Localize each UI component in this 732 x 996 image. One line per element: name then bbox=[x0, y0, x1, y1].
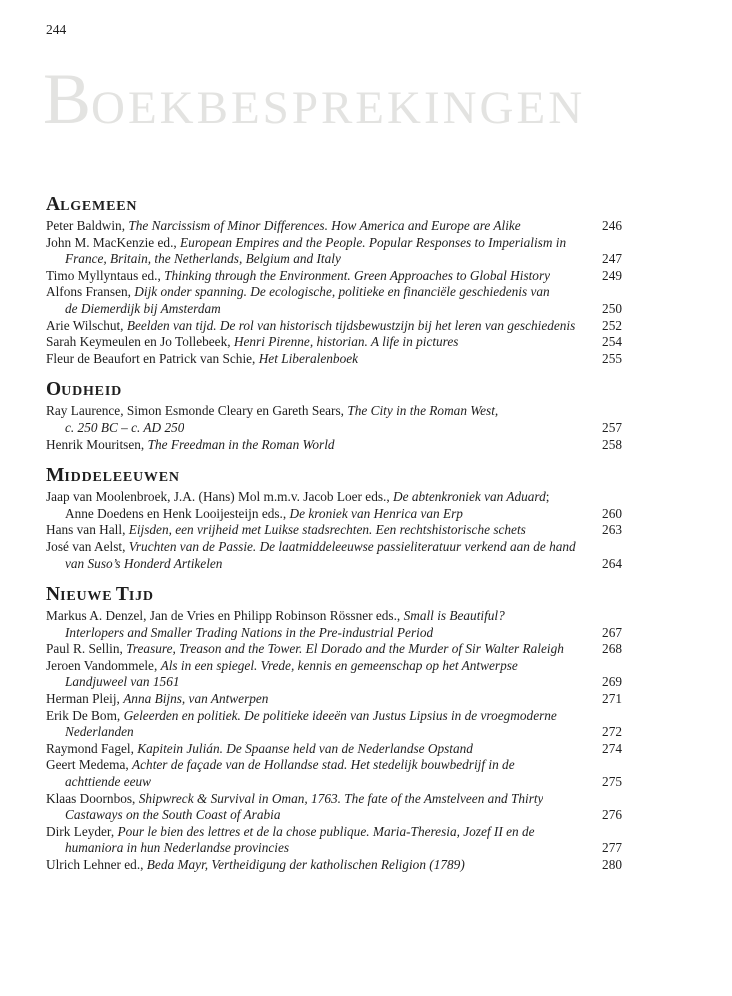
entry-page-number: 274 bbox=[602, 740, 622, 756]
entry-title-segment: Achter de façade van de Hollandse stad. Het stedelijk bouwbedrijf in de bbox=[132, 757, 515, 773]
heading-caps: IEUWE bbox=[60, 589, 113, 605]
entry-page-number: 280 bbox=[602, 857, 622, 872]
entry-page-number: 263 bbox=[602, 522, 622, 538]
entry-author-segment: Markus A. Denzel, Jan de Vries en Philipp Robinson Rössner eds., bbox=[46, 608, 404, 624]
toc-line bbox=[46, 625, 622, 642]
entry-page-number: 276 bbox=[602, 807, 622, 823]
entry-title-segment: The Narcissism of Minor Differences. How America and Europe are Alike bbox=[128, 218, 521, 233]
entry-text bbox=[65, 301, 221, 318]
entry-text bbox=[65, 724, 134, 741]
entry-text bbox=[46, 522, 526, 539]
entry-page-number: 275 bbox=[602, 774, 622, 790]
toc-line bbox=[46, 757, 622, 774]
entry-title-segment: Als in een spiegel. Vrede, kennis en gemeenschap op het Antwerpse bbox=[160, 657, 518, 673]
folio-page-number: 244 bbox=[46, 22, 67, 37]
toc-entry bbox=[46, 268, 622, 285]
section-heading bbox=[46, 585, 622, 607]
toc-line bbox=[46, 691, 622, 708]
toc-entry bbox=[46, 318, 622, 335]
toc-entry bbox=[46, 218, 622, 235]
entry-text bbox=[65, 807, 280, 824]
entry-author-segment: Herman Pleij, bbox=[46, 691, 124, 707]
entry-title-segment: De abtenkroniek van Aduard bbox=[393, 489, 546, 505]
entry-page-number: 257 bbox=[602, 419, 622, 435]
toc-line bbox=[46, 658, 622, 675]
entry-title-segment: Eijsden, een vrijheid met Luikse stadsrechten. Een rechtshistorische schets bbox=[128, 522, 526, 538]
entry-text bbox=[65, 840, 289, 857]
entry-text bbox=[46, 403, 498, 420]
toc-entry bbox=[46, 351, 622, 368]
heading-initial: N bbox=[46, 584, 61, 606]
entry-title-segment: de Diemerdijk bij Amsterdam bbox=[65, 300, 221, 316]
entry-author-segment: Erik De Bom, bbox=[46, 707, 124, 723]
toc-line bbox=[46, 641, 622, 658]
toc-entry bbox=[46, 437, 622, 454]
entry-title-segment: Pour le bien des lettres et de la chose publique. Maria-Theresia, Jozef II en de bbox=[117, 823, 535, 839]
toc-sections bbox=[46, 195, 622, 874]
entry-text bbox=[65, 774, 151, 791]
entry-page-number: 271 bbox=[602, 691, 622, 707]
toc-line bbox=[46, 522, 622, 539]
entry-text bbox=[46, 437, 335, 454]
entry-page-number: 269 bbox=[602, 674, 622, 690]
entry-author-segment: José van Aelst, bbox=[46, 538, 129, 554]
entry-page-number: 260 bbox=[602, 505, 622, 521]
entry-title-segment: Vruchten van de Passie. De laatmiddeleeuwse passieliteratuur verkend aan de hand bbox=[128, 538, 576, 554]
heading-caps: UDHEID bbox=[61, 384, 122, 400]
entry-text bbox=[46, 757, 515, 774]
entry-title-segment: France, Britain, the Netherlands, Belgium and Italy bbox=[65, 251, 341, 267]
entry-page-number: 267 bbox=[602, 624, 622, 640]
entry-author-segment: Paul R. Sellin, bbox=[46, 641, 127, 657]
heading-caps: IDDELEEUWEN bbox=[64, 470, 180, 486]
toc-line bbox=[46, 251, 622, 268]
toc-line bbox=[46, 724, 622, 741]
entry-page-number: 255 bbox=[602, 350, 622, 366]
heading-initial: T bbox=[115, 584, 129, 606]
entry-author-segment: Geert Medema, bbox=[46, 757, 133, 773]
entry-title-segment: European Empires and the People. Popular Responses to Imperialism in bbox=[180, 234, 567, 250]
toc-line bbox=[46, 318, 622, 335]
entry-page-number: 252 bbox=[602, 317, 622, 333]
entry-text bbox=[65, 556, 222, 573]
entry-author-segment: Timo Myllyntaus ed., bbox=[46, 267, 165, 283]
entry-text bbox=[46, 539, 576, 556]
section-heading bbox=[46, 380, 622, 402]
toc-section bbox=[46, 466, 622, 572]
toc-line bbox=[46, 857, 622, 874]
toc-entry bbox=[46, 757, 622, 790]
entry-text bbox=[46, 284, 550, 301]
section-heading bbox=[46, 195, 622, 217]
toc-entry bbox=[46, 608, 622, 641]
toc-line bbox=[46, 824, 622, 841]
entry-author-segment: Alfons Fransen, bbox=[46, 284, 135, 300]
entry-author-segment: Klaas Doornbos, bbox=[46, 790, 139, 806]
toc-line bbox=[46, 506, 622, 523]
entry-text bbox=[46, 268, 550, 285]
entry-text bbox=[46, 791, 543, 808]
entry-title-segment: Castaways on the South Coast of Arabia bbox=[65, 807, 281, 823]
toc-line bbox=[46, 420, 622, 437]
entry-author-segment: Fleur de Beaufort en Patrick van Schie, bbox=[46, 350, 259, 366]
entry-text bbox=[65, 506, 463, 523]
section-heading bbox=[46, 466, 622, 488]
toc-line bbox=[46, 539, 622, 556]
toc-section bbox=[46, 585, 622, 874]
entry-title-segment: Kapitein Julián. De Spaanse held van de Nederlandse Opstand bbox=[137, 740, 473, 756]
entry-title-segment: De kroniek van Henrica van Erp bbox=[289, 505, 463, 521]
entry-text bbox=[65, 625, 433, 642]
entry-author-segment: Dirk Leyder, bbox=[46, 823, 118, 839]
toc-entry bbox=[46, 403, 622, 436]
entry-author-segment: Henrik Mouritsen, bbox=[46, 436, 148, 452]
heading-initial: M bbox=[46, 465, 65, 487]
entry-text bbox=[46, 691, 268, 708]
toc-entry bbox=[46, 857, 622, 874]
toc-line bbox=[46, 235, 622, 252]
entry-author-segment: Sarah Keymeulen en Jo Tollebeek, bbox=[46, 334, 234, 350]
entry-text bbox=[46, 318, 575, 335]
entry-page-number: 264 bbox=[602, 555, 622, 571]
entry-page-number: 268 bbox=[602, 641, 622, 657]
entry-page-number: 250 bbox=[602, 300, 622, 316]
entry-text bbox=[46, 658, 518, 675]
entry-author-segment: Jeroen Vandommele, bbox=[46, 657, 161, 673]
entry-text bbox=[65, 251, 341, 268]
toc-line bbox=[46, 674, 622, 691]
entry-text bbox=[46, 489, 549, 506]
entry-text bbox=[46, 708, 557, 725]
entry-title-segment: Nederlanden bbox=[65, 724, 134, 740]
heading-caps: IJD bbox=[128, 589, 154, 605]
toc-line bbox=[46, 268, 622, 285]
toc-line bbox=[46, 334, 622, 351]
toc-line bbox=[46, 351, 622, 368]
toc-line bbox=[46, 403, 622, 420]
toc-entry bbox=[46, 334, 622, 351]
entry-title-segment: Geleerden en politiek. De politieke ideeën van Justus Lipsius in de vroegmoderne bbox=[123, 707, 557, 723]
entry-author-segment: Ulrich Lehner ed., bbox=[46, 857, 147, 872]
entry-title-segment: achttiende eeuw bbox=[65, 774, 152, 790]
entry-title-segment: Treasure, Treason and the Tower. El Dorado and the Murder of Sir Walter Raleigh bbox=[126, 641, 564, 657]
entry-author-segment: John M. MacKenzie ed., bbox=[46, 234, 181, 250]
toc-line bbox=[46, 437, 622, 454]
entry-title-segment: The City in the Roman West, bbox=[347, 403, 499, 419]
entry-page-number: 277 bbox=[602, 840, 622, 856]
title-caps: OEKBESPREKINGEN bbox=[91, 82, 586, 134]
toc-line bbox=[46, 489, 622, 506]
toc-entry bbox=[46, 489, 622, 522]
entry-text bbox=[65, 674, 180, 691]
entry-title-segment: Henri Pirenne, historian. A life in pictures bbox=[233, 334, 459, 350]
entry-text bbox=[46, 334, 458, 351]
entry-title-segment: Dijk onder spanning. De ecologische, politieke en financiële geschiedenis van bbox=[134, 284, 550, 300]
entry-title-segment: Anna Bijns, van Antwerpen bbox=[123, 691, 269, 707]
toc-line bbox=[46, 708, 622, 725]
entry-author-segment: Ray Laurence, Simon Esmonde Cleary en Gareth Sears, bbox=[46, 403, 348, 419]
entry-title-segment: van Suso’s Honderd Artikelen bbox=[65, 555, 223, 571]
entry-author-segment: Jaap van Moolenbroek, J.A. (Hans) Mol m.m.v. Jacob Loer eds., bbox=[46, 489, 393, 505]
toc-entry bbox=[46, 741, 622, 758]
entry-text bbox=[46, 351, 358, 368]
entry-title-segment: Thinking through the Environment. Green Approaches to Global History bbox=[164, 267, 551, 283]
entry-text bbox=[46, 608, 505, 625]
entry-page-number: 258 bbox=[602, 436, 622, 452]
entry-page-number: 272 bbox=[602, 724, 622, 740]
entry-title-segment: Interlopers and Smaller Trading Nations in the Pre-industrial Period bbox=[65, 624, 434, 640]
entry-title-segment: Small is Beautiful? bbox=[403, 608, 505, 624]
toc-entry bbox=[46, 658, 622, 691]
entry-text bbox=[46, 741, 473, 758]
entry-author-segment: Arie Wilschut, bbox=[46, 317, 127, 333]
heading-caps: LGEMEEN bbox=[60, 199, 138, 214]
toc-entry bbox=[46, 522, 622, 539]
toc-entry bbox=[46, 691, 622, 708]
entry-title-segment: c. 250 BC – c. AD 250 bbox=[65, 419, 185, 435]
toc-line bbox=[46, 791, 622, 808]
entry-title-segment: Beelden van tijd. De rol van historisch tijdsbewustzijn bij het leren van geschiedenis bbox=[126, 317, 576, 333]
toc-entry bbox=[46, 641, 622, 658]
toc-entry bbox=[46, 708, 622, 741]
entry-text bbox=[65, 420, 184, 437]
toc-line bbox=[46, 556, 622, 573]
toc-entry bbox=[46, 284, 622, 317]
entry-author-segment: Peter Baldwin, bbox=[46, 218, 129, 233]
entry-text bbox=[46, 235, 566, 252]
entry-page-number: 249 bbox=[602, 267, 622, 283]
entry-author-segment: Raymond Fagel, bbox=[46, 740, 138, 756]
toc-line bbox=[46, 608, 622, 625]
entry-text bbox=[46, 824, 535, 841]
entry-text bbox=[46, 218, 521, 235]
toc-section bbox=[46, 195, 622, 367]
entry-page-number: 246 bbox=[602, 218, 622, 233]
entry-title-segment: humaniora in hun Nederlandse provincies bbox=[65, 840, 290, 856]
heading-initial: A bbox=[46, 194, 61, 215]
toc-entry bbox=[46, 824, 622, 857]
entry-text bbox=[46, 641, 564, 658]
title-initial: B bbox=[43, 59, 92, 139]
toc-line bbox=[46, 741, 622, 758]
entry-author-segment: Anne Doedens en Henk Looijesteijn eds., bbox=[65, 505, 290, 521]
toc-line bbox=[46, 301, 622, 318]
entry-title-segment: Het Liberalenboek bbox=[258, 350, 359, 366]
toc-entry bbox=[46, 791, 622, 824]
toc-entry bbox=[46, 235, 622, 268]
entry-author-segment: Hans van Hall, bbox=[46, 522, 129, 538]
entry-page-number: 247 bbox=[602, 251, 622, 267]
toc-line bbox=[46, 807, 622, 824]
entry-title-segment: Shipwreck & Survival in Oman, 1763. The fate of the Amstelveen and Thirty bbox=[138, 790, 544, 806]
toc-line bbox=[46, 840, 622, 857]
toc-line bbox=[46, 774, 622, 791]
heading-initial: O bbox=[46, 379, 62, 401]
page-title bbox=[43, 59, 586, 139]
entry-page-number: 254 bbox=[602, 334, 622, 350]
toc-section bbox=[46, 380, 622, 453]
entry-title-segment: The Freedman in the Roman World bbox=[147, 436, 335, 452]
entry-author-segment: ; bbox=[545, 489, 550, 505]
entry-title-segment: Beda Mayr, Vertheidigung der katholischen Religion (1789) bbox=[146, 857, 465, 872]
toc-line bbox=[46, 218, 622, 235]
toc-entry bbox=[46, 539, 622, 572]
toc-line bbox=[46, 284, 622, 301]
entry-title-segment: Landjuweel van 1561 bbox=[65, 674, 180, 690]
entry-text bbox=[46, 857, 465, 874]
